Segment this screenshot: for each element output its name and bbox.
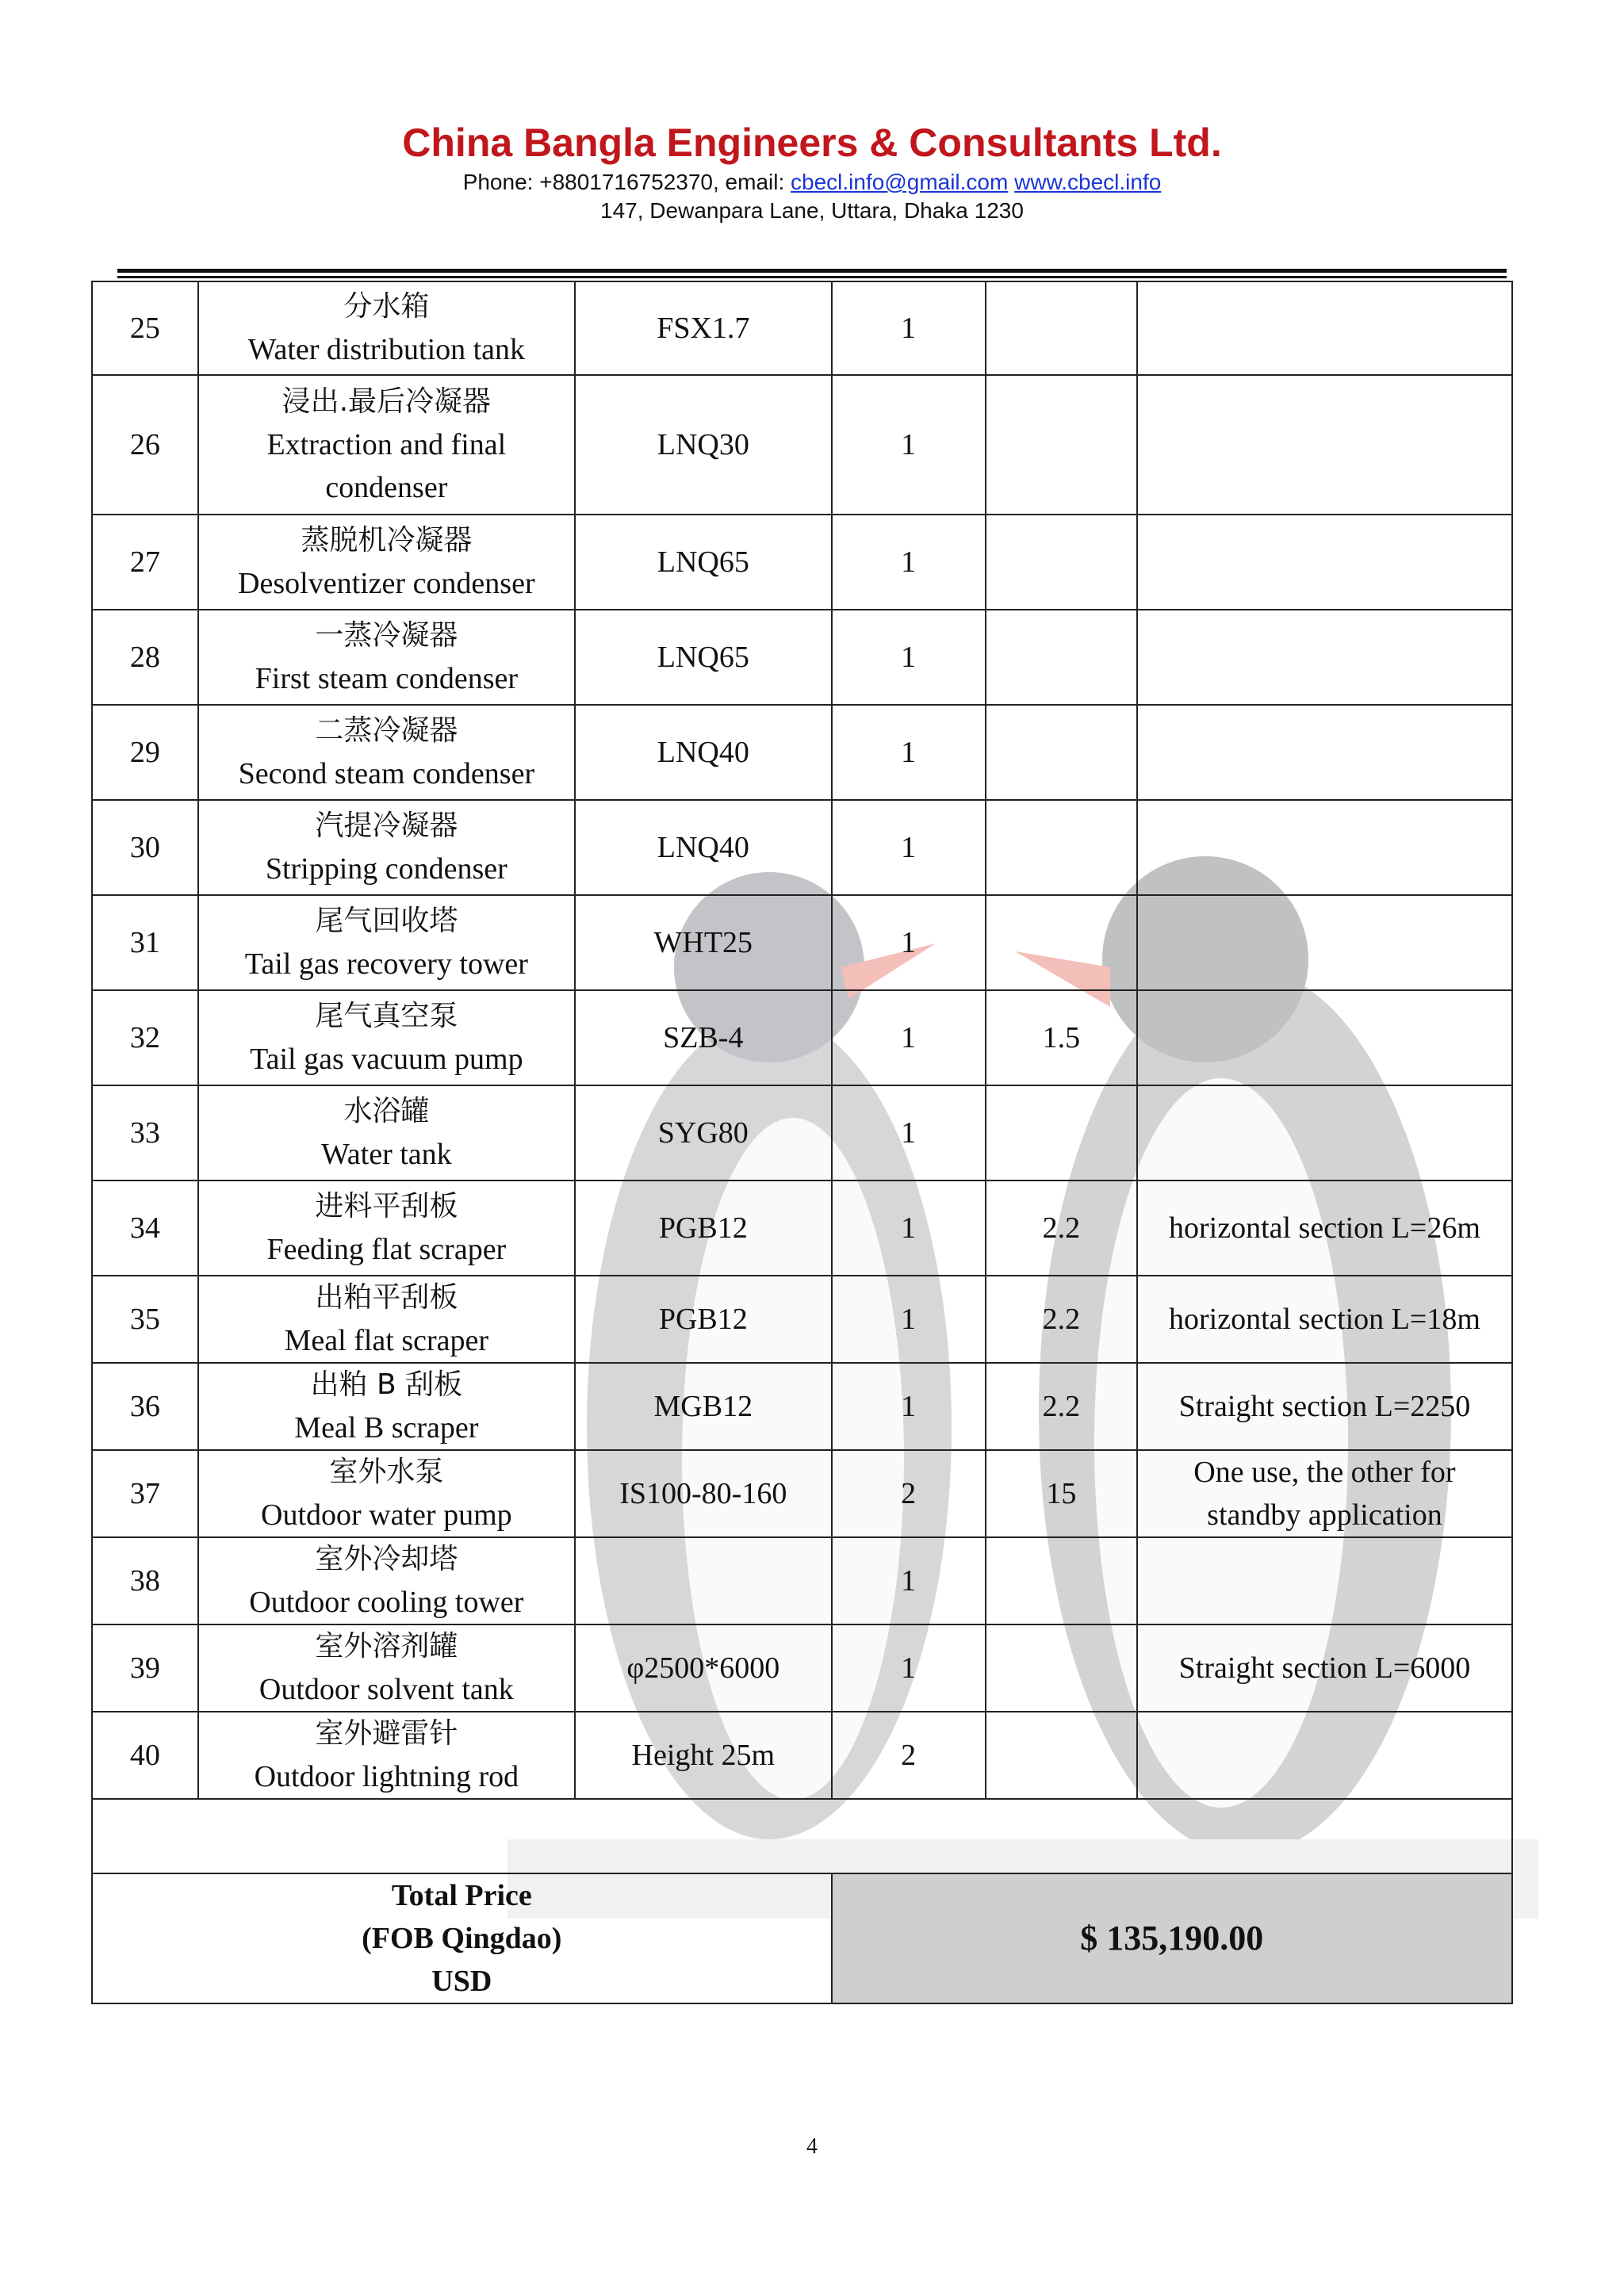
item-power: 2.2 bbox=[986, 1181, 1137, 1276]
header-divider bbox=[117, 269, 1507, 273]
table-row bbox=[92, 515, 1512, 610]
item-name-chinese: 进料平刮板 bbox=[315, 1190, 458, 1223]
item-name-english: Water tank bbox=[320, 1138, 452, 1171]
item-name-cell bbox=[198, 1712, 575, 1799]
item-name-english: Outdoor cooling tower bbox=[249, 1586, 524, 1619]
item-name-cell bbox=[198, 1624, 575, 1712]
item-number: 37 bbox=[92, 1450, 198, 1537]
item-number: 38 bbox=[92, 1537, 198, 1624]
item-name-cell bbox=[198, 990, 575, 1085]
item-name-cell bbox=[198, 610, 575, 705]
table-row bbox=[92, 1276, 1512, 1363]
item-name-english: Stripping condenser bbox=[265, 852, 508, 886]
item-name-english: Meal B scraper bbox=[294, 1411, 479, 1445]
item-note: Straight section L=2250 bbox=[1137, 1363, 1512, 1450]
item-model: LNQ30 bbox=[575, 375, 832, 515]
item-power: 2.2 bbox=[986, 1363, 1137, 1450]
item-note bbox=[1137, 705, 1512, 800]
item-name-chinese: 室外避雷针 bbox=[315, 1717, 458, 1750]
item-name-chinese: 蒸脱机冷凝器 bbox=[301, 524, 473, 557]
item-quantity: 1 bbox=[832, 610, 986, 705]
item-name-english: Tail gas recovery tower bbox=[244, 947, 528, 981]
item-name-chinese: 水浴罐 bbox=[343, 1095, 430, 1127]
item-number: 39 bbox=[92, 1624, 198, 1712]
table-row bbox=[92, 1181, 1512, 1276]
item-name-english: Feeding flat scraper bbox=[266, 1233, 507, 1266]
header-divider-thin bbox=[117, 276, 1507, 278]
table-row bbox=[92, 281, 1512, 375]
item-number: 25 bbox=[92, 281, 198, 375]
item-model: Height 25m bbox=[575, 1712, 832, 1799]
item-note: horizontal section L=18m bbox=[1137, 1276, 1512, 1363]
table-row bbox=[92, 895, 1512, 990]
spacer-row bbox=[92, 1799, 1512, 1873]
table-row bbox=[92, 1363, 1512, 1450]
item-model: SZB-4 bbox=[575, 990, 832, 1085]
item-name-chinese: 一蒸冷凝器 bbox=[315, 619, 458, 652]
item-power bbox=[986, 895, 1137, 990]
item-number: 26 bbox=[92, 375, 198, 515]
item-number: 33 bbox=[92, 1085, 198, 1181]
address-line: 147, Dewanpara Lane, Uttara, Dhaka 1230 bbox=[600, 198, 1024, 223]
table-row bbox=[92, 375, 1512, 515]
item-name-english: Outdoor lightning rod bbox=[254, 1760, 519, 1793]
contact-line bbox=[0, 168, 1624, 197]
item-name-english: Second steam condenser bbox=[238, 757, 535, 790]
item-note bbox=[1137, 990, 1512, 1085]
item-quantity: 1 bbox=[832, 800, 986, 895]
item-name-cell bbox=[198, 281, 575, 375]
item-note: Straight section L=6000 bbox=[1137, 1624, 1512, 1712]
item-name-english: Outdoor water pump bbox=[261, 1498, 512, 1532]
page-number: 4 bbox=[806, 2134, 818, 2159]
item-note bbox=[1137, 1537, 1512, 1624]
item-model: MGB12 bbox=[575, 1363, 832, 1450]
item-note: One use, the other for standby application bbox=[1137, 1450, 1512, 1537]
item-note bbox=[1137, 800, 1512, 895]
table-row bbox=[92, 800, 1512, 895]
total-label-line2: (FOB Qingdao) bbox=[362, 1922, 562, 1955]
item-name-cell bbox=[198, 1450, 575, 1537]
item-name-chinese: 尾气真空泵 bbox=[315, 1000, 458, 1032]
item-quantity: 1 bbox=[832, 281, 986, 375]
item-name-cell bbox=[198, 1181, 575, 1276]
item-name-english: Desolventizer condenser bbox=[238, 567, 535, 600]
item-number: 35 bbox=[92, 1276, 198, 1363]
table-row bbox=[92, 990, 1512, 1085]
item-model: LNQ65 bbox=[575, 515, 832, 610]
item-model: IS100-80-160 bbox=[575, 1450, 832, 1537]
item-number: 27 bbox=[92, 515, 198, 610]
total-label-line1: Total Price bbox=[391, 1879, 532, 1912]
item-name-chinese: 尾气回收塔 bbox=[315, 905, 458, 937]
item-power bbox=[986, 705, 1137, 800]
item-name-cell bbox=[198, 1537, 575, 1624]
item-power bbox=[986, 1624, 1137, 1712]
item-name-chinese: 室外水泵 bbox=[329, 1456, 444, 1488]
item-model: LNQ40 bbox=[575, 705, 832, 800]
item-name-english: Tail gas vacuum pump bbox=[250, 1043, 523, 1076]
item-model: LNQ65 bbox=[575, 610, 832, 705]
total-row bbox=[92, 1873, 1512, 2003]
item-quantity: 1 bbox=[832, 375, 986, 515]
item-quantity: 2 bbox=[832, 1712, 986, 1799]
item-name-english: Outdoor solvent tank bbox=[259, 1673, 514, 1706]
item-name-cell bbox=[198, 1085, 575, 1181]
item-note bbox=[1137, 1085, 1512, 1181]
item-name-cell bbox=[198, 800, 575, 895]
item-power bbox=[986, 281, 1137, 375]
item-power: 15 bbox=[986, 1450, 1137, 1537]
website-link[interactable]: www.cbecl.info bbox=[1014, 170, 1162, 194]
table-row bbox=[92, 610, 1512, 705]
item-number: 32 bbox=[92, 990, 198, 1085]
item-name-english: Meal flat scraper bbox=[284, 1324, 489, 1357]
company-name: China Bangla Engineers & Consultants Ltd. bbox=[402, 121, 1222, 165]
item-quantity: 1 bbox=[832, 1181, 986, 1276]
total-label-line3: USD bbox=[431, 1965, 492, 1998]
item-number: 30 bbox=[92, 800, 198, 895]
item-name-chinese: 出粕 B 刮板 bbox=[310, 1368, 463, 1401]
email-link[interactable]: cbecl.info@gmail.com bbox=[791, 170, 1009, 194]
item-name-english: Extraction and final condenser bbox=[266, 428, 507, 504]
item-quantity: 2 bbox=[832, 1450, 986, 1537]
item-quantity: 1 bbox=[832, 1085, 986, 1181]
total-label-cell bbox=[92, 1873, 832, 2003]
item-quantity: 1 bbox=[832, 1624, 986, 1712]
table-row bbox=[92, 1085, 1512, 1181]
table-row bbox=[92, 1712, 1512, 1799]
item-power bbox=[986, 515, 1137, 610]
item-number: 28 bbox=[92, 610, 198, 705]
item-name-cell bbox=[198, 895, 575, 990]
table-row bbox=[92, 1537, 1512, 1624]
item-model: PGB12 bbox=[575, 1276, 832, 1363]
item-name-english: First steam condenser bbox=[255, 662, 519, 695]
item-name-chinese: 室外冷却塔 bbox=[315, 1543, 458, 1575]
item-note bbox=[1137, 515, 1512, 610]
item-note bbox=[1137, 895, 1512, 990]
item-model: FSX1.7 bbox=[575, 281, 832, 375]
item-name-chinese: 室外溶剂罐 bbox=[315, 1630, 458, 1663]
item-name-chinese: 分水箱 bbox=[343, 290, 430, 323]
item-name-cell bbox=[198, 1363, 575, 1450]
item-number: 29 bbox=[92, 705, 198, 800]
item-name-cell bbox=[198, 375, 575, 515]
item-power bbox=[986, 1537, 1137, 1624]
item-power bbox=[986, 610, 1137, 705]
item-power: 2.2 bbox=[986, 1276, 1137, 1363]
item-name-chinese: 汽提冷凝器 bbox=[315, 809, 458, 842]
item-quantity: 1 bbox=[832, 1363, 986, 1450]
item-note bbox=[1137, 281, 1512, 375]
item-note: horizontal section L=26m bbox=[1137, 1181, 1512, 1276]
item-note bbox=[1137, 1712, 1512, 1799]
item-name-cell bbox=[198, 1276, 575, 1363]
item-power bbox=[986, 375, 1137, 515]
item-model: SYG80 bbox=[575, 1085, 832, 1181]
item-number: 34 bbox=[92, 1181, 198, 1276]
item-model: φ2500*6000 bbox=[575, 1624, 832, 1712]
item-name-cell bbox=[198, 515, 575, 610]
table-row bbox=[92, 705, 1512, 800]
item-power bbox=[986, 1085, 1137, 1181]
total-value-cell: $ 135,190.00 bbox=[832, 1873, 1512, 2003]
item-power bbox=[986, 800, 1137, 895]
item-quantity: 1 bbox=[832, 1276, 986, 1363]
item-model: PGB12 bbox=[575, 1181, 832, 1276]
item-quantity: 1 bbox=[832, 990, 986, 1085]
item-quantity: 1 bbox=[832, 705, 986, 800]
item-quantity: 1 bbox=[832, 515, 986, 610]
phone-text: Phone: +8801716752370, email: bbox=[462, 170, 791, 194]
table-row bbox=[92, 1624, 1512, 1712]
item-name-cell bbox=[198, 705, 575, 800]
item-note bbox=[1137, 375, 1512, 515]
item-name-chinese: 出粕平刮板 bbox=[315, 1281, 458, 1314]
item-model: LNQ40 bbox=[575, 800, 832, 895]
item-model bbox=[575, 1537, 832, 1624]
table-row bbox=[92, 1450, 1512, 1537]
item-number: 36 bbox=[92, 1363, 198, 1450]
item-name-chinese: 浸出.最后冷凝器 bbox=[282, 385, 492, 418]
item-power: 1.5 bbox=[986, 990, 1137, 1085]
item-name-chinese: 二蒸冷凝器 bbox=[315, 714, 458, 747]
item-number: 31 bbox=[92, 895, 198, 990]
item-name-english: Water distribution tank bbox=[247, 333, 526, 366]
item-note bbox=[1137, 610, 1512, 705]
item-model: WHT25 bbox=[575, 895, 832, 990]
item-power bbox=[986, 1712, 1137, 1799]
item-number: 40 bbox=[92, 1712, 198, 1799]
item-quantity: 1 bbox=[832, 1537, 986, 1624]
item-quantity: 1 bbox=[832, 895, 986, 990]
letterhead bbox=[0, 117, 1624, 225]
equipment-table bbox=[91, 281, 1513, 2004]
